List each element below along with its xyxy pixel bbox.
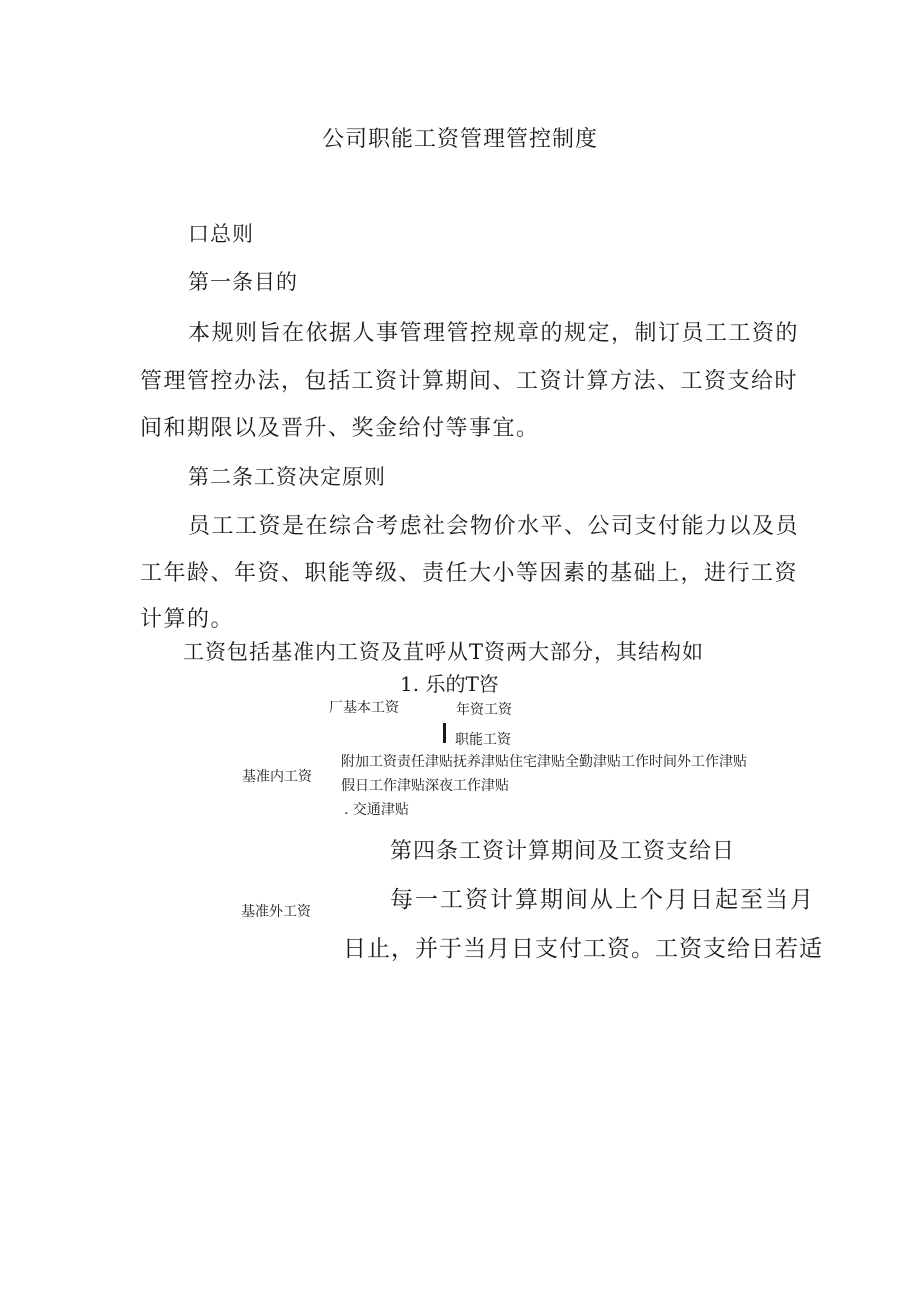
article1-line: 本规则旨在依据人事管理管控规章的规定，制订员工工资的 bbox=[188, 321, 800, 346]
article4-heading: 第四条工资计算期间及工资支给日 bbox=[390, 839, 736, 864]
article1-heading: 第一条目的 bbox=[188, 270, 298, 294]
base-salary-label: 厂基本工资 bbox=[329, 700, 399, 716]
allowances-line: 附加工资责任津贴抚养津贴住宅津贴全勤津贴工作时间外工作津贴 bbox=[341, 754, 747, 770]
section-heading: 口总则 bbox=[188, 222, 254, 246]
article1-line: 间和期限以及晋升、奖金给付等事宜。 bbox=[140, 416, 540, 441]
inner-salary-label: 基准内工资 bbox=[242, 769, 312, 785]
article4-line: 日止，并于当月日支付工资。工资支给日若适 bbox=[343, 936, 823, 962]
seniority-salary-label: 年资工资 bbox=[456, 702, 512, 718]
article1-line: 管理管控办法，包括工资计算期间、工资计算方法、工资支给时 bbox=[140, 369, 799, 394]
document-title: 公司职能工资管理管控制度 bbox=[321, 127, 598, 152]
article2-heading: 第二条工资决定原则 bbox=[188, 465, 386, 489]
bracket-bar bbox=[443, 723, 446, 743]
function-salary-label: 职能工资 bbox=[455, 732, 511, 748]
allowances-line: 假日工作津贴深夜工作津贴 bbox=[341, 778, 509, 794]
article2-line: 计算的。 bbox=[140, 607, 235, 632]
outer-salary-label: 基准外工资 bbox=[241, 904, 311, 920]
structure-subheading: 1. 乐的T咨 bbox=[400, 672, 499, 696]
allowances-line: . 交通津贴 bbox=[344, 802, 409, 818]
article2-line: 员工工资是在综合考虑社会物价水平、公司支付能力以及员 bbox=[188, 514, 800, 539]
article2-line: 工年龄、年资、职能等级、责任大小等因素的基础上，进行工资 bbox=[140, 561, 799, 586]
structure-intro: 工资包括基准内工资及苴呼从T资两大部分，其结构如 bbox=[183, 640, 705, 664]
article4-line: 每一工资计算期间从上个月日起至当月 bbox=[390, 887, 815, 913]
